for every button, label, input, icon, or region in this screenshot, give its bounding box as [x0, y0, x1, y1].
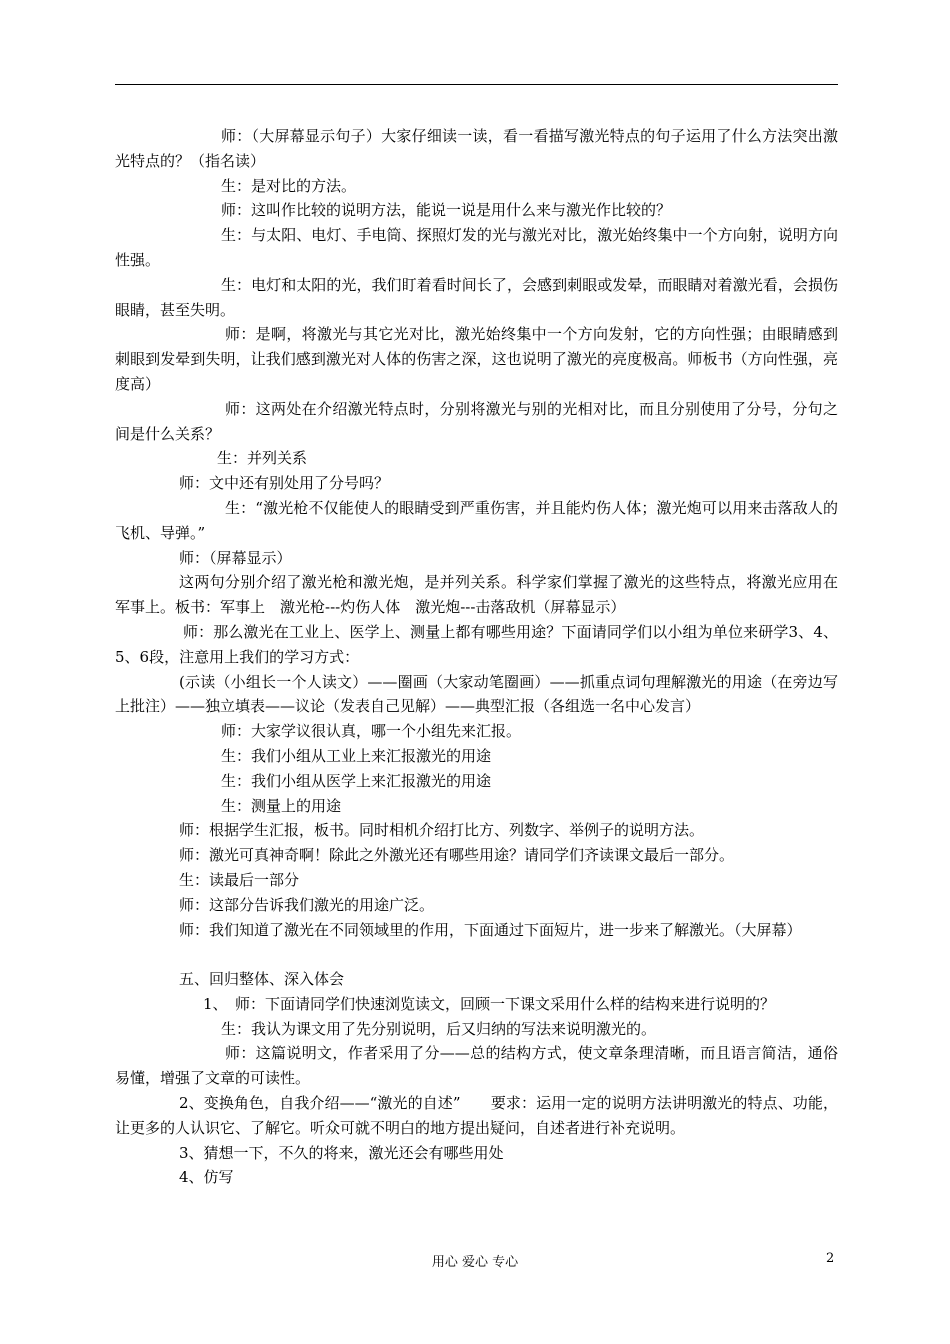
- blank-line: [115, 942, 838, 967]
- paragraph: 生：“激光枪不仅能使人的眼睛受到严重伤害，并且能灼伤人体；激光炮可以用来击落敌人的飞机、导弹。”: [115, 498, 838, 542]
- paragraph: 师：我们知道了激光在不同领域里的作用，下面通过下面短片，进一步来了解激光。（大屏幕）: [179, 920, 802, 939]
- paragraph: 生：电灯和太阳的光，我们盯着看时间长了，会感到刺眼或发晕，而眼睛对着激光看，会损伤眼睛，甚至失明。: [115, 275, 838, 319]
- paragraph: 生：与太阳、电灯、手电筒、探照灯发的光与激光对比，激光始终集中一个方向射，说明方向性强。: [115, 226, 838, 269]
- paragraph: 1、 师：下面请同学们快速浏览读文，回顾一下课文采用什么样的结构来进行说明的？: [203, 994, 776, 1013]
- paragraph: 师：是啊，将激光与其它光对比，激光始终集中一个方向发射，它的方向性强；由眼睛感到刺眼到发晕到失明，让我们感到激光对人体的伤害之深，这也说明了激光的亮度极高。师板书（方向性强，亮度高）: [115, 325, 838, 393]
- paragraph: 师：大家学议很认真，哪一个小组先来汇报。: [221, 722, 522, 741]
- footer-motto: 用心 爱心 专心: [431, 1255, 519, 1270]
- paragraph: 生：我们小组从医学上来汇报激光的用途: [221, 771, 492, 790]
- paragraph: 生：读最后一部分: [179, 870, 300, 889]
- paragraph: 4、仿写: [179, 1168, 234, 1187]
- paragraph: 师：那么激光在工业上、医学上、测量上都有哪些用途？下面请同学们以小组为单位来研学3、4、5、6段，注意用上我们的学习方式：: [115, 622, 838, 666]
- paragraph: 师：（大屏幕显示句子）大家仔细读一读，看一看描写激光特点的句子运用了什么方法突出激光特点的？（指名读）: [115, 127, 838, 170]
- paragraph: 师：文中还有别处用了分号吗？: [179, 474, 390, 493]
- paragraph: 2、变换角色，自我介绍——“激光的自述” 要求：运用一定的说明方法讲明激光的特点、功能，让更多的人认识它、了解它。听众可就不明白的地方提出疑问，自述者进行补充说明。: [115, 1094, 838, 1137]
- paragraph: 师：根据学生汇报，板书。同时相机介绍打比方、列数字、举例子的说明方法。: [179, 821, 705, 840]
- paragraph: (示读（小组长一个人读文）——圈画（大家动笔圈画）——抓重点词句理解激光的用途（在旁边写上批注）——独立填表——议论（发表自己见解）——典型汇报（各组选一名中心发言）: [115, 672, 838, 716]
- paragraph: 师：这两处在介绍激光特点时，分别将激光与别的光相对比，而且分别使用了分号，分句之间是什么关系？: [115, 399, 838, 443]
- paragraph: 生：我们小组从工业上来汇报激光的用途: [221, 746, 492, 765]
- section-heading: 五、回归整体、深入体会: [179, 970, 345, 989]
- paragraph: 生：我认为课文用了先分别说明，后又归纳的写法来说明激光的。: [221, 1019, 657, 1038]
- paragraph: 师：这叫作比较的说明方法，能说一说是用什么来与激光作比较的？: [221, 201, 672, 220]
- paragraph: 师：这篇说明文，作者采用了分——总的结构方式，使文章条理清晰，而且语言简洁，通俗易懂，增强了文章的可读性。: [115, 1044, 838, 1088]
- page-number: 2: [826, 1251, 835, 1266]
- header-rule: [115, 84, 838, 85]
- paragraph: 生：是对比的方法。: [221, 176, 357, 195]
- document-body: [115, 124, 838, 1190]
- paragraph: 生：并列关系: [217, 449, 308, 468]
- paragraph: 师：（屏幕显示）: [179, 548, 292, 567]
- paragraph: 3、猜想一下，不久的将来，激光还会有哪些用处: [179, 1143, 504, 1162]
- paragraph: 师：这部分告诉我们激光的用途广泛。: [179, 895, 435, 914]
- paragraph: 这两句分别介绍了激光枪和激光炮，是并列关系。科学家们掌握了激光的这些特点，将激光应用在军事上。板书：军事上 激光枪---灼伤人体 激光炮---击落敌机（屏幕显示）: [115, 573, 838, 617]
- paragraph: 生：测量上的用途: [221, 796, 342, 815]
- paragraph: 师：激光可真神奇啊！除此之外激光还有哪些用途？请同学们齐读课文最后一部分。: [179, 846, 735, 865]
